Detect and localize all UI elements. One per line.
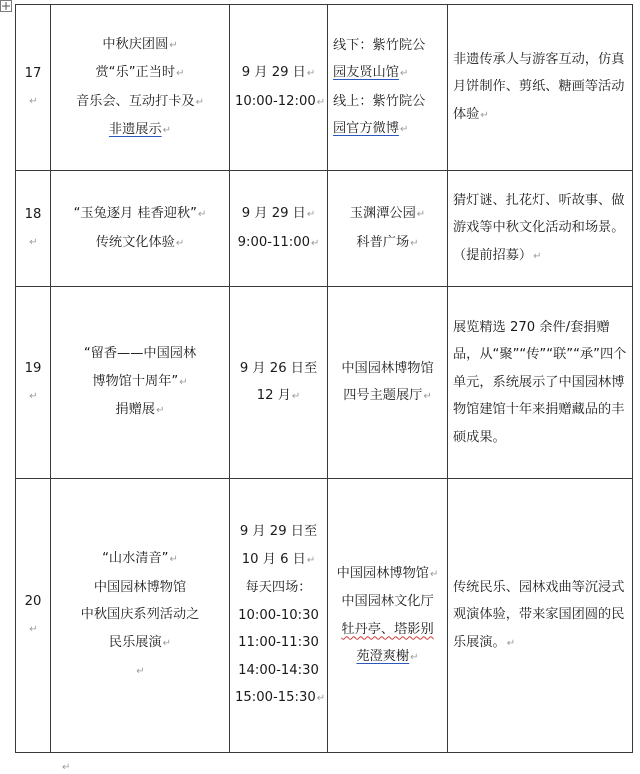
venue-cell[interactable]: 线下：紫竹院公 园友贤山馆↵ 线上：紫竹院公 园官方微博↵ — [328, 5, 448, 171]
time-cell[interactable]: 9 月 29 日↵ 10:00-12:00↵ — [230, 5, 328, 171]
venue-cell[interactable]: 中国园林博物馆↵ 中国园林文化厅 牡丹亭、塔影别 苑澄爽榭↵ — [328, 479, 448, 753]
time-cell[interactable]: 9 月 29 日↵ 9:00-11:00↵ — [230, 171, 328, 287]
time-cell[interactable]: 9 月 26 日至 12 月↵ — [230, 287, 328, 479]
paragraph-mark-icon: ↵ — [62, 762, 71, 773]
content-cell[interactable]: 非遗传承人与游客互动，仿真月饼制作、剪纸、糖画等活动体验↵ — [448, 5, 633, 171]
venue-cell[interactable]: 玉渊潭公园↵ 科普广场↵ — [328, 171, 448, 287]
content-cell[interactable]: 猜灯谜、扎花灯、听故事、做游戏等中秋文化活动和场景。（提前招募）↵ — [448, 171, 633, 287]
table-row — [16, 171, 633, 287]
row-number: 19↵ — [16, 287, 51, 479]
table-row — [16, 287, 633, 479]
venue-cell[interactable]: 中国园林博物馆 四号主题展厅↵ — [328, 287, 448, 479]
table-move-handle-icon[interactable] — [0, 0, 12, 12]
row-number: 20↵ — [16, 479, 51, 753]
schedule-table — [15, 4, 633, 753]
activity-cell[interactable]: “留香——中国园林 博物馆十周年”↵ 捐赠展↵ — [51, 287, 230, 479]
row-number: 17↵ — [16, 5, 51, 171]
content-cell[interactable]: 传统民乐、园林戏曲等沉浸式观演体验，带来家国团圆的民乐展演。↵ — [448, 479, 633, 753]
content-cell[interactable]: 展览精选 270 余件/套捐赠品，从“聚”“传”“联”“承”四个单元，系统展示了中国园林博物馆建馆十年来捐赠藏品的丰硕成果。 — [448, 287, 633, 479]
activity-cell[interactable]: 中秋庆团圆↵ 赏“乐”正当时↵ 音乐会、互动打卡及↵ 非遗展示↵ — [51, 5, 230, 171]
row-number: 18↵ — [16, 171, 51, 287]
activity-cell[interactable]: “玉兔逐月 桂香迎秋”↵ 传统文化体验↵ — [51, 171, 230, 287]
table-row — [16, 5, 633, 171]
time-cell[interactable]: 9 月 29 日至 10 月 6 日↵ 每天四场： 10:00-10:30 11:00-11:30 14:00-14:30 15:00-15:30↵ — [230, 479, 328, 753]
paragraph-mark-icon: ↵ — [29, 96, 38, 107]
activity-cell[interactable]: “山水清音”↵ 中国园林博物馆 中秋国庆系列活动之 民乐展演↵ ↵ — [51, 479, 230, 753]
table-row — [16, 479, 633, 753]
